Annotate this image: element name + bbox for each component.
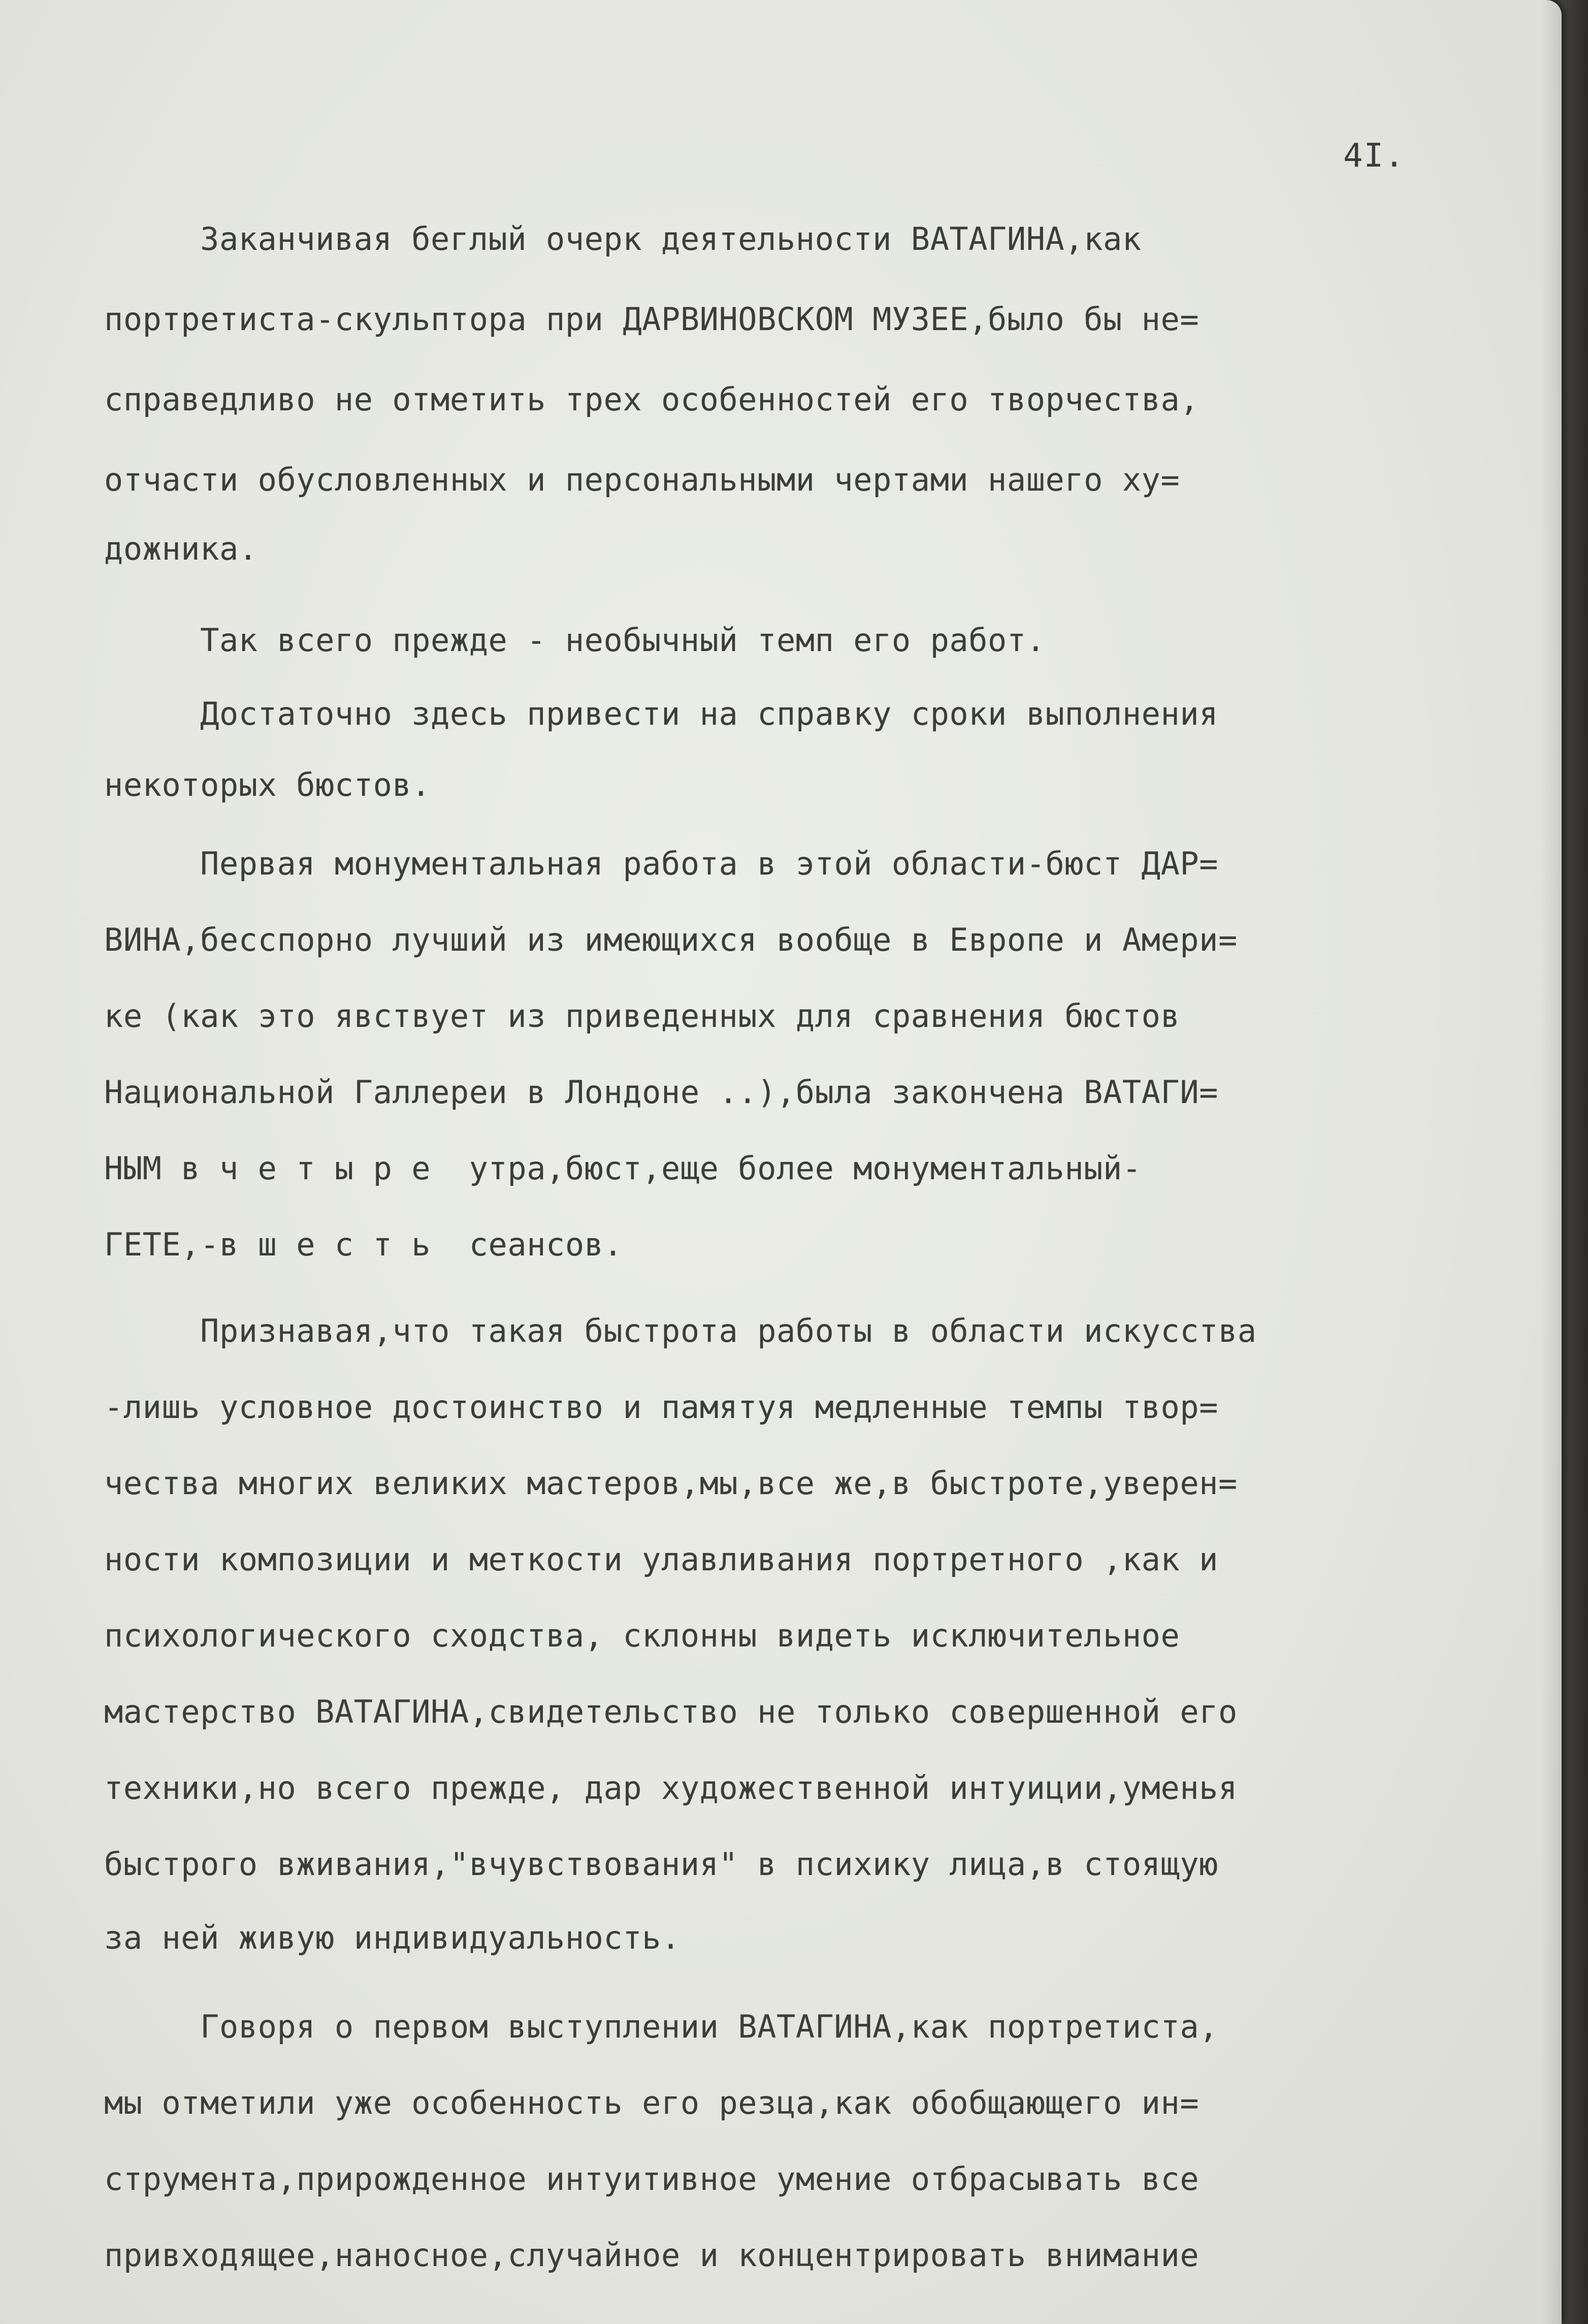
text-line: НЫМ в ч е т ы р е утра,бюст,еще более монументальный- xyxy=(104,1150,1142,1187)
text-line: -лишь условное достоинство и памятуя медленные темпы твор= xyxy=(104,1389,1218,1426)
text-line: отчасти обусловленных и персональными чертами нашего ху= xyxy=(104,461,1180,498)
text-line: Так всего прежде - необычный темп его работ. xyxy=(104,622,1046,659)
text-line: дожника. xyxy=(104,530,258,567)
text-line: справедливо не отметить трех особенностей его творчества, xyxy=(104,381,1200,418)
backdrop-edge xyxy=(1558,0,1588,2324)
page-number: 4I. xyxy=(1343,137,1405,175)
text-line: техники,но всего прежде, дар художественной интуиции,уменья xyxy=(104,1769,1238,1806)
text-line: Говоря о первом выступлении ВАТАГИНА,как портретиста, xyxy=(104,2008,1218,2045)
text-line: ГЕТЕ,-в ш е с т ь сеансов. xyxy=(104,1226,623,1263)
text-line: струмента,прирожденное интуитивное умение отбрасывать все xyxy=(104,2160,1200,2198)
text-line: за ней живую индивидуальность. xyxy=(104,1919,680,1956)
text-line: чества многих великих мастеров,мы,все же,в быстроте,уверен= xyxy=(104,1465,1238,1502)
text-line: быстрого вживания,"вчувствования" в психику лица,в стоящую xyxy=(104,1846,1218,1883)
text-line: портретиста-скульптора при ДАРВИНОВСКОМ МУЗЕЕ,было бы не= xyxy=(104,301,1200,338)
text-line: ВИНА,бесспорно лучший из имеющихся вообще в Европе и Амери= xyxy=(104,921,1238,958)
text-line: ности композиции и меткости улавливания портретного ,как и xyxy=(104,1541,1218,1578)
text-line: Достаточно здесь привести на справку сроки выполнения xyxy=(104,695,1218,732)
text-line: Заканчивая беглый очерк деятельности ВАТАГИНА,как xyxy=(104,220,1142,257)
text-line: психологического сходства, склонны видеть исключительное xyxy=(104,1617,1180,1654)
text-line: некоторых бюстов. xyxy=(104,766,431,803)
text-line: Национальной Галлереи в Лондоне ..),была закончена ВАТАГИ= xyxy=(104,1074,1218,1111)
text-line: ке (как это явствует из приведенных для сравнения бюстов xyxy=(104,997,1180,1035)
text-line: Первая монументальная работа в этой области-бюст ДАР= xyxy=(104,845,1218,882)
text-line: мы отметили уже особенность его резца,как обобщающего ин= xyxy=(104,2084,1200,2121)
text-line: привходящее,наносное,случайное и концентрировать внимание xyxy=(104,2237,1200,2274)
text-line: мастерство ВАТАГИНА,свидетельство не только совершенной его xyxy=(104,1693,1238,1730)
text-line: Признавая,что такая быстрота работы в области искусства xyxy=(104,1312,1257,1349)
